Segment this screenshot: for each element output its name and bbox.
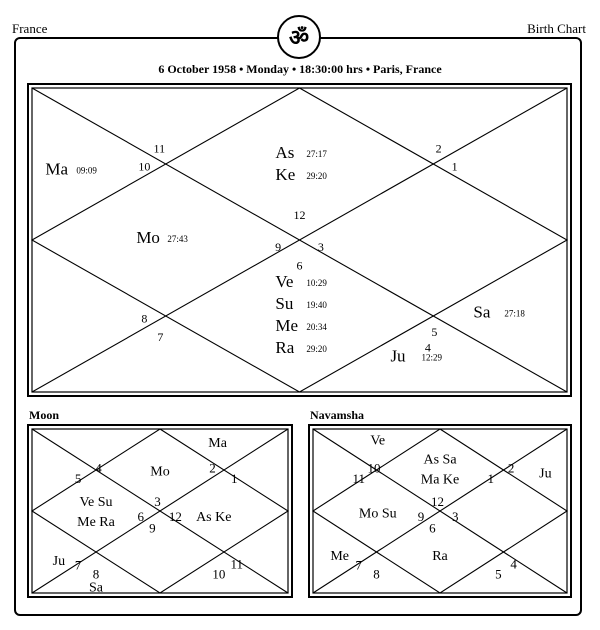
navamsha-planet-label: Me	[330, 549, 350, 565]
om-symbol: ॐ	[288, 26, 310, 51]
rasi-house-10-sign: 3	[317, 240, 324, 255]
country-label: France	[12, 21, 48, 36]
rasi-planet-ma: Ma	[45, 159, 69, 179]
moon-house-11-sign: 5	[74, 471, 82, 487]
rasi-degree-me: 20:34	[306, 322, 327, 333]
rasi-house-2-sign: 11	[153, 141, 166, 156]
navamsha-planet-label: Ra	[432, 549, 448, 565]
moon-house-12-sign: 4	[95, 460, 102, 476]
rasi-degree-sa: 27:18	[504, 308, 525, 319]
chart-type-label: Birth Chart	[527, 21, 586, 36]
rasi-planet-mo: Mo	[136, 228, 160, 248]
navamsha-house-5-sign: 8	[373, 566, 380, 582]
rasi-planet-as: As	[275, 142, 295, 162]
navamsha-house-12-sign: 1	[487, 471, 495, 487]
moon-house-8-sign: 8	[92, 566, 100, 582]
moon-planet-label: Ma	[208, 436, 227, 452]
navamsha-house-9-sign: 4	[510, 556, 517, 572]
rasi-degree-mo: 27:43	[167, 234, 188, 245]
rasi-house-4-sign: 9	[275, 240, 282, 255]
navamsha-house-8-sign: 5	[495, 566, 502, 582]
moon-house-3-sign: 1	[230, 471, 238, 487]
rasi-degree-ma: 09:09	[76, 165, 97, 176]
moon-planet-label: As Ke	[196, 509, 232, 525]
moon-planet-label: Sa	[89, 580, 103, 596]
rasi-planet-ke: Ke	[275, 164, 296, 184]
rasi-house-11-sign: 2	[435, 141, 442, 156]
rasi-degree-su: 19:40	[306, 300, 327, 311]
navamsha-planet-label: As Sa	[423, 452, 457, 468]
moon-house-4-sign: 12	[168, 508, 182, 524]
rasi-house-3-sign: 10	[138, 159, 151, 174]
navamsha-planet-label: Mo Su	[358, 506, 397, 522]
navamsha-house-4-sign: 9	[417, 508, 425, 524]
rasi-degree-ra: 29:20	[306, 344, 327, 355]
birth-details: 6 October 1958 • Monday • 18:30:00 hrs • Paris, France	[158, 62, 442, 76]
navamsha-house-2-sign: 11	[352, 471, 365, 487]
moon-house-10-sign: 6	[137, 508, 145, 524]
rasi-house-7-sign: 6	[296, 258, 303, 273]
rasi-planet-me: Me	[275, 316, 299, 336]
rasi-house-12-sign: 1	[451, 159, 458, 174]
moon-house-6-sign: 10	[212, 566, 226, 582]
navamsha-chart-title: Navamsha	[310, 408, 365, 422]
moon-house-5-sign: 11	[230, 556, 244, 572]
moon-house-7-sign: 9	[149, 520, 156, 536]
rasi-house-6-sign: 7	[157, 329, 164, 344]
rasi-degree-as: 27:17	[306, 148, 327, 159]
rasi-planet-ju: Ju	[390, 346, 406, 366]
navamsha-house-10-sign: 3	[451, 508, 459, 524]
navamsha-house-11-sign: 2	[507, 460, 515, 476]
rasi-degree-ve: 10:29	[306, 278, 327, 289]
moon-planet-label: Ju	[52, 554, 66, 570]
navamsha-house-7-sign: 6	[429, 520, 436, 536]
navamsha-planet-label: Ve	[370, 433, 386, 449]
navamsha-planet-label: Ma Ke	[420, 472, 460, 488]
rasi-degree-ju: 12:29	[421, 352, 442, 363]
rasi-planet-ve: Ve	[275, 272, 294, 292]
rasi-house-8-sign: 5	[431, 325, 438, 340]
rasi-planet-sa: Sa	[473, 302, 491, 322]
navamsha-house-6-sign: 7	[355, 557, 362, 573]
rasi-house-5-sign: 8	[141, 311, 148, 326]
moon-house-1-sign: 3	[154, 494, 161, 510]
rasi-degree-ke: 29:20	[306, 170, 327, 181]
navamsha-house-1-sign: 12	[430, 494, 444, 510]
rasi-house-9-sign: 4	[424, 340, 431, 355]
moon-planet-label: Ve Su	[79, 495, 113, 511]
moon-house-9-sign: 7	[74, 557, 82, 573]
rasi-planet-ra: Ra	[275, 338, 295, 358]
navamsha-planet-label: Ju	[539, 466, 552, 482]
moon-planet-label: Mo	[150, 464, 170, 480]
rasi-planet-su: Su	[275, 294, 294, 314]
navamsha-house-3-sign: 10	[367, 460, 381, 476]
rasi-house-1-sign: 12	[293, 208, 306, 223]
moon-house-2-sign: 2	[209, 460, 216, 476]
moon-planet-label: Me Ra	[77, 515, 115, 531]
moon-chart-title: Moon	[29, 408, 59, 422]
